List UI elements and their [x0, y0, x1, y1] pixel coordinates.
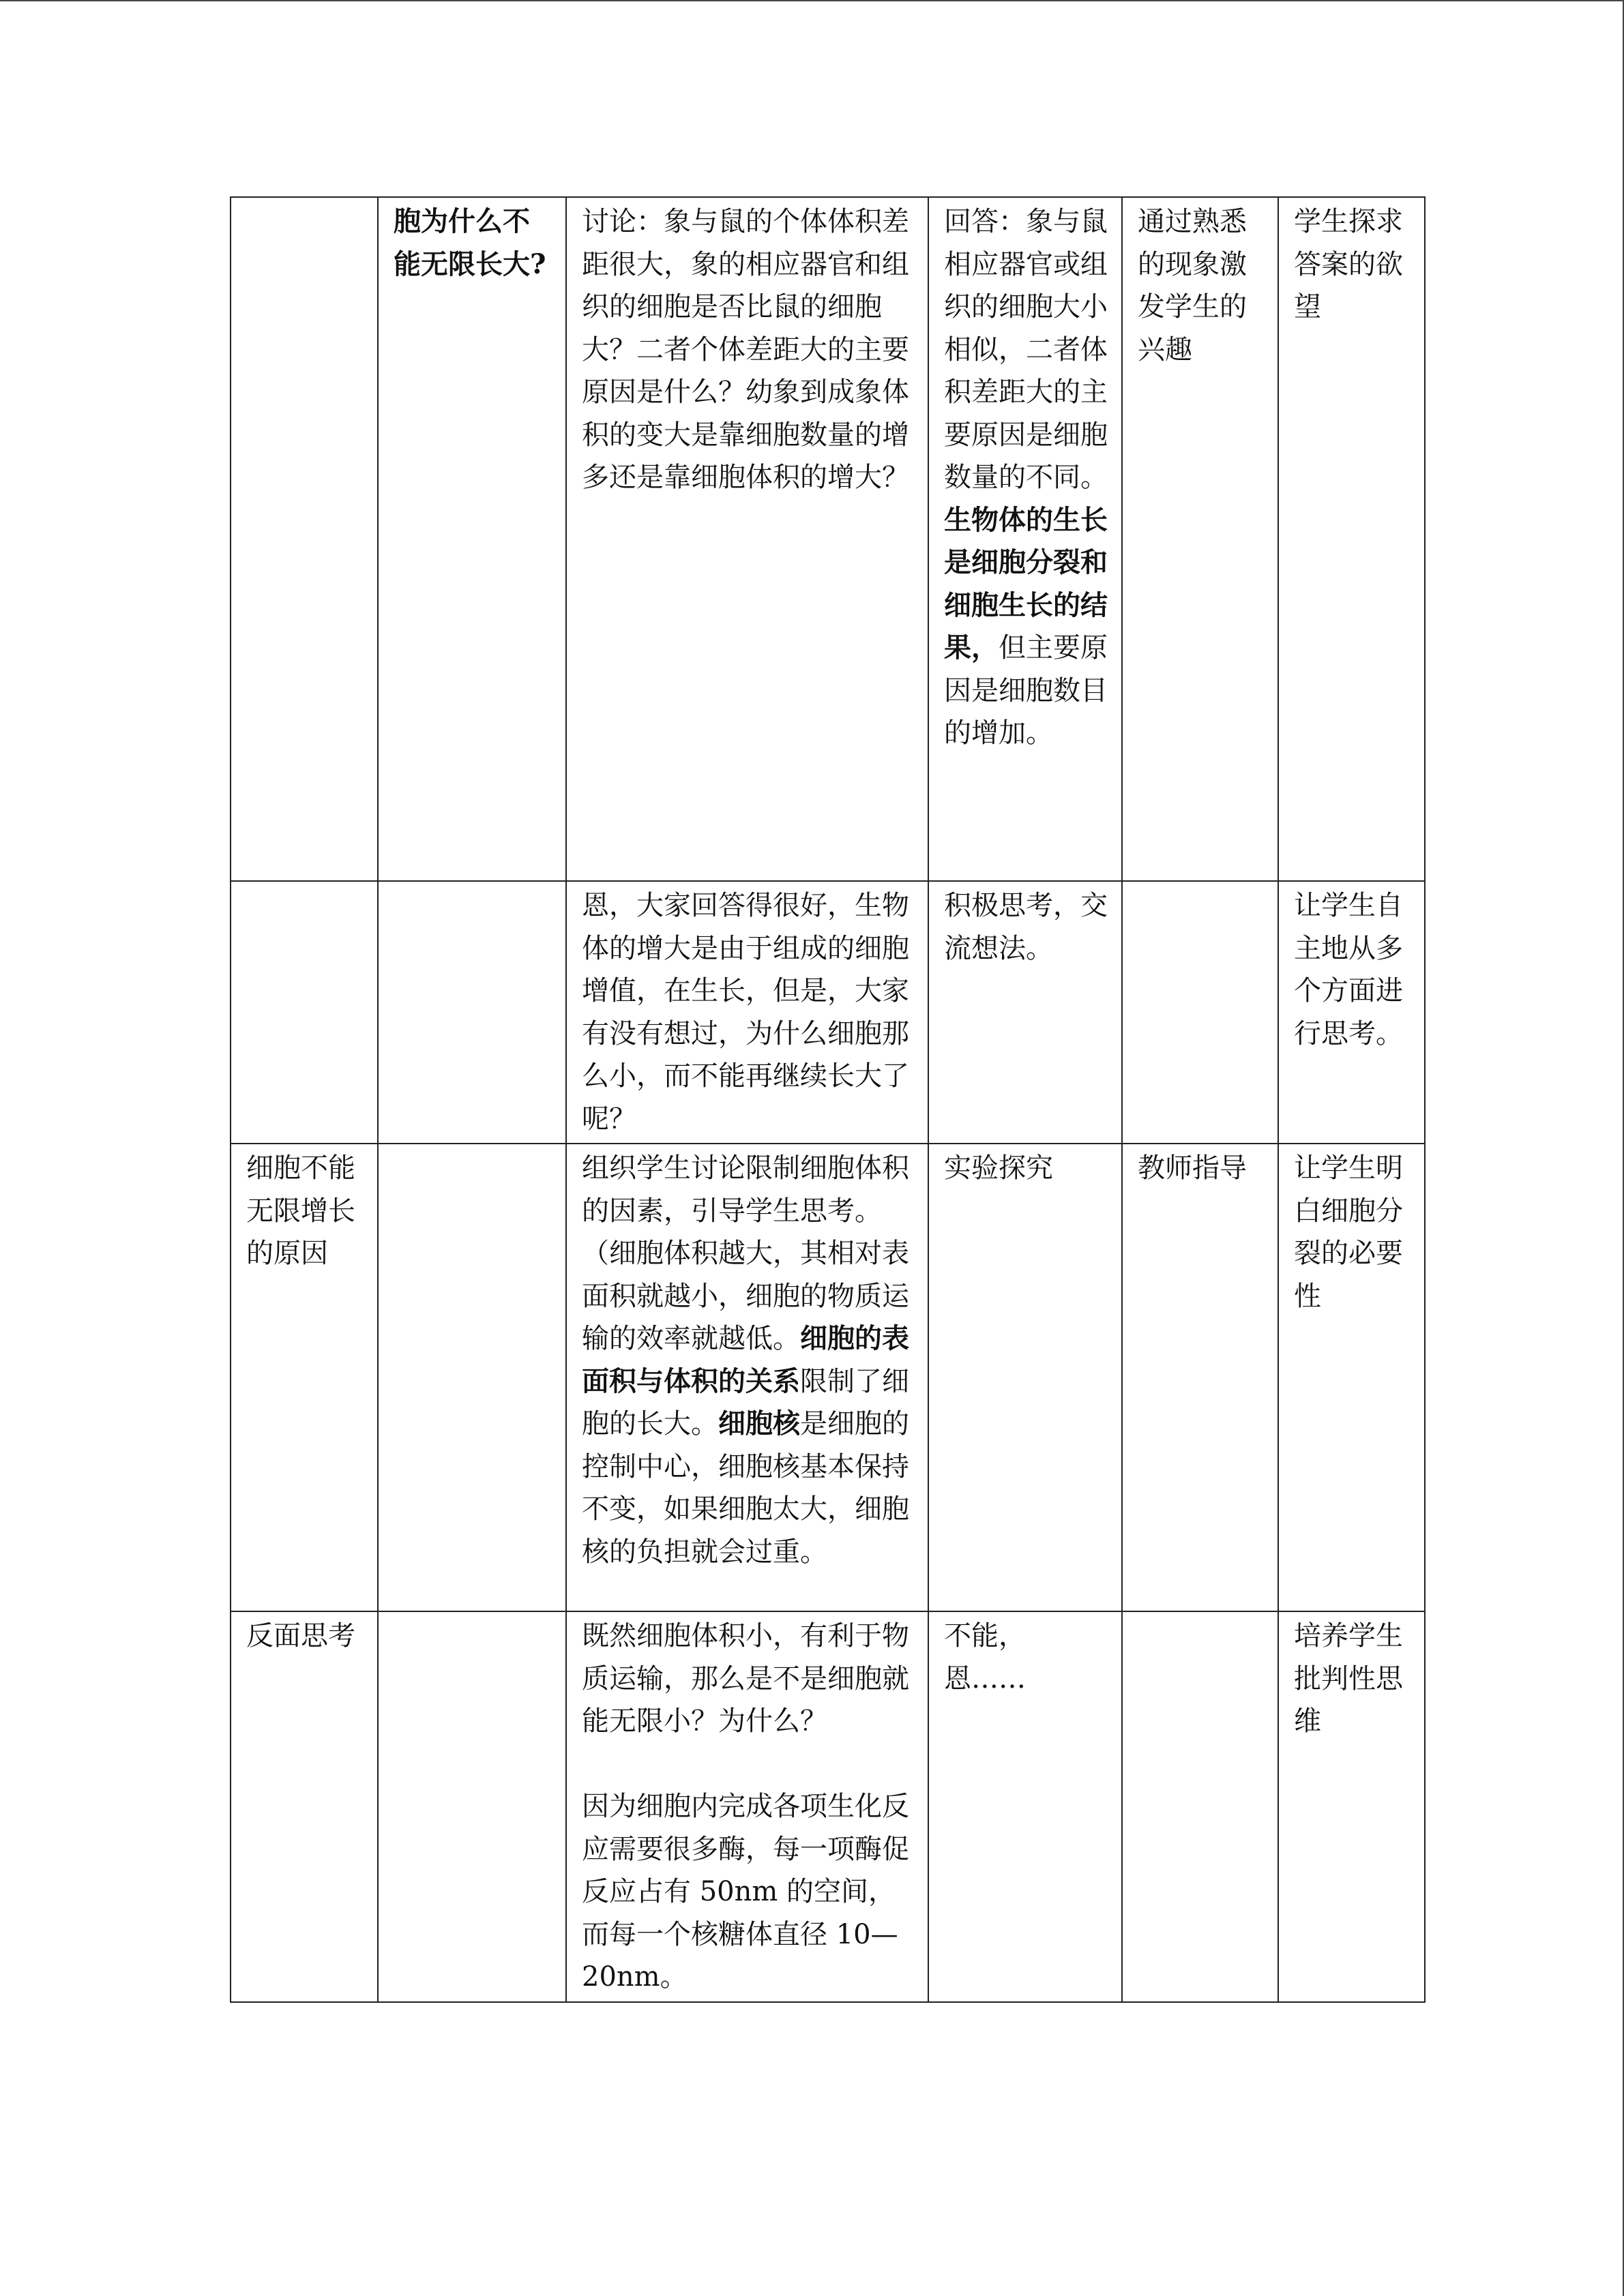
stage-cell — [231, 881, 378, 1144]
text-run: 限制了细胞的长大。 — [582, 1365, 909, 1440]
text-run: 是细胞的控制中心，细胞核基本保持不变，如果细胞太大，细胞核的负担就会过重。 — [582, 1408, 909, 1568]
topic-cell — [378, 197, 566, 881]
text-run: 教师指导 — [1138, 1152, 1247, 1184]
table-row — [231, 881, 1425, 1144]
student-activity-cell — [928, 1144, 1122, 1611]
table-row — [231, 1611, 1425, 2002]
lesson-plan-table — [230, 196, 1426, 2003]
text-run: 讨论：象与鼠的个体体积差距很大，象的相应器官和组织的细胞是否比鼠的细胞大？二者个体差距大的主要原因是什么？幼象到成象体积的变大是靠细胞数量的增多还是靠细胞体积的增大？ — [582, 206, 909, 493]
topic-cell — [378, 1611, 566, 2002]
text-run: 恩，大家回答得很好，生物体的增大是由于组成的细胞增值，在生长，但是，大家有没有想过，为什么细胞那么小，而不能再继续长大了呢？ — [582, 890, 909, 1135]
design-intent-cell — [1278, 197, 1425, 881]
method-cell — [1122, 1611, 1278, 2002]
student-activity-cell — [928, 881, 1122, 1144]
bold-text-run: 生物体的生长是细胞分裂和细胞生长的结果， — [944, 503, 1108, 664]
bold-text-run: 细胞的表面积与体积的关系 — [582, 1322, 909, 1397]
text-run: 实验探究 — [944, 1152, 1053, 1184]
text-run: 细胞不能无限增长的原因 — [246, 1152, 355, 1269]
design-intent-cell — [1278, 1144, 1425, 1611]
teacher-activity-cell — [566, 1611, 928, 2002]
text-run: 不能， 恩…… — [944, 1620, 1026, 1695]
text-run: 回答：象与鼠相应器官或组织的细胞大小相似，二者体积差距大的主要原因是细胞数量的不同。 — [944, 206, 1108, 493]
stage-cell — [231, 1144, 378, 1611]
text-run: 既然细胞体积小，有利于物质运输，那么是不是细胞就能无限小？为什么？ 因为细胞内完成各项生化反应需要很多酶，每一项酶促反应占有 50nm 的空间，而每一个核糖体直径 10—20nm。 — [582, 1620, 909, 1993]
text-run: 让学生明白细胞分裂的必要性 — [1294, 1152, 1403, 1312]
text-run: 培养学生批判性思维 — [1294, 1620, 1403, 1737]
stage-cell — [231, 1611, 378, 2002]
method-cell — [1122, 1144, 1278, 1611]
text-run: 通过熟悉的现象激发学生的兴趣 — [1138, 206, 1247, 366]
teacher-activity-cell — [566, 1144, 928, 1611]
method-cell — [1122, 197, 1278, 881]
text-run: 组织学生讨论限制细胞体积的因素，引导学生思考。（细胞体积越大，其相对表面积就越小，细胞的物质运输的效率就越低。 — [582, 1152, 909, 1354]
text-run: 但主要原因是细胞数目的增加。 — [944, 632, 1108, 749]
design-intent-cell — [1278, 881, 1425, 1144]
student-activity-cell — [928, 197, 1122, 881]
topic-cell — [378, 881, 566, 1144]
text-run: 让学生自主地从多个方面进行思考。 — [1294, 890, 1403, 1049]
topic-cell — [378, 1144, 566, 1611]
teacher-activity-cell — [566, 197, 928, 881]
text-run: 反面思考 — [246, 1620, 355, 1652]
text-run: 积极思考，交流想法。 — [944, 890, 1108, 964]
table-row — [231, 197, 1425, 881]
table-row — [231, 1144, 1425, 1611]
design-intent-cell — [1278, 1611, 1425, 2002]
stage-cell — [231, 197, 378, 881]
teacher-activity-cell — [566, 881, 928, 1144]
bold-text-run: 细胞核 — [718, 1407, 800, 1440]
bold-text-run: 胞为什么不能无限长大? — [394, 205, 546, 280]
text-run: 学生探求答案的欲望 — [1294, 206, 1403, 323]
method-cell — [1122, 881, 1278, 1144]
student-activity-cell — [928, 1611, 1122, 2002]
